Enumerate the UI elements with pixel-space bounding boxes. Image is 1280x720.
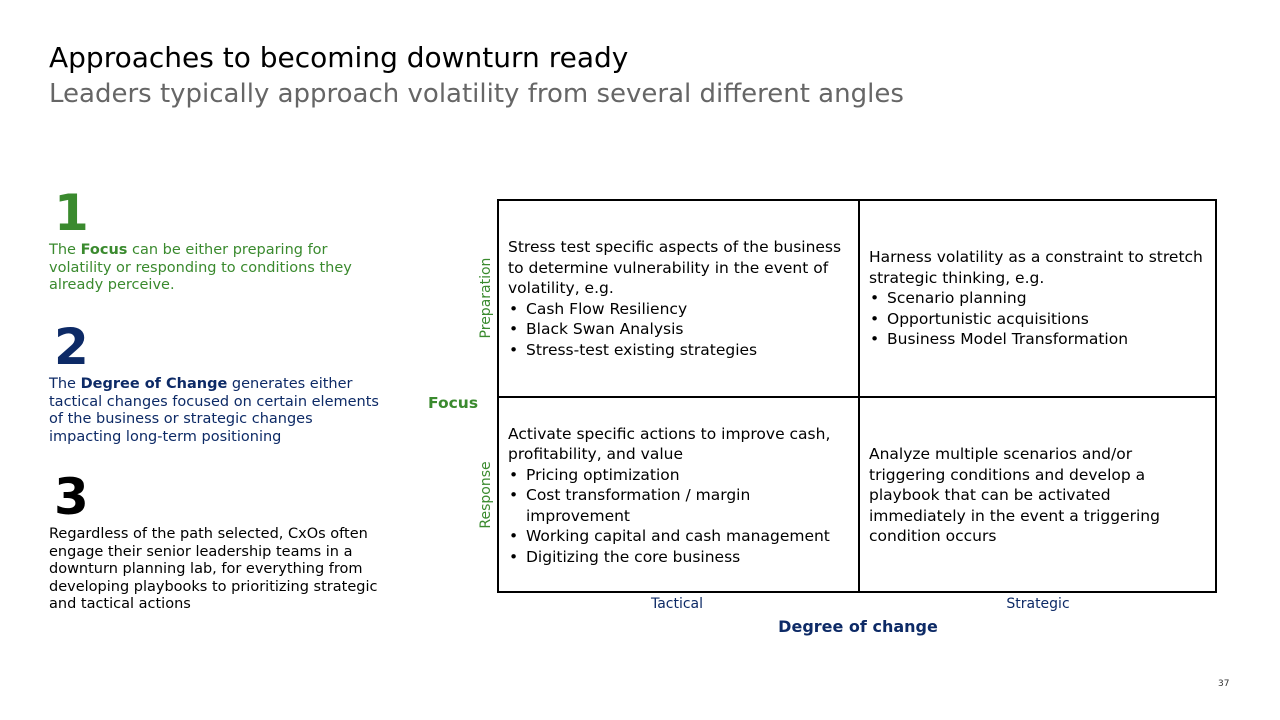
page-title: Approaches to becoming downturn ready: [49, 41, 629, 74]
point-description: Regardless of the path selected, CxOs often engage their senior leadership teams in a downturn planning lab, for everything from developing playbooks to prioritizing strategic and tactical actions: [49, 526, 378, 612]
bullet-item: • Scenario planning: [869, 288, 1208, 309]
cell-response-tactical: [499, 398, 858, 593]
point-focus: [49, 184, 389, 295]
bullet-item: • Opportunistic acquisitions: [869, 309, 1208, 330]
cell-bullet-list: [508, 299, 849, 361]
page-subtitle: Leaders typically approach volatility from several different angles: [49, 79, 904, 109]
bullet-item: • Pricing optimization: [508, 465, 849, 486]
cell-bullet-list: [508, 465, 849, 568]
cell-preparation-strategic: [860, 201, 1217, 396]
cell-preparation-tactical: [499, 201, 858, 396]
col-label-strategic: Strategic: [1006, 596, 1070, 612]
bullet-item: • Digitizing the core business: [508, 547, 849, 568]
bullet-item: • Black Swan Analysis: [508, 319, 849, 340]
y-axis-label: Focus: [428, 394, 479, 412]
bullet-item: • Working capital and cash management: [508, 526, 849, 547]
focus-change-matrix: [497, 199, 1217, 593]
col-label-tactical: Tactical: [650, 596, 704, 612]
point-planning-lab: [49, 468, 389, 614]
point-degree-of-change: [49, 318, 389, 446]
x-axis-label: Degree of change: [778, 617, 938, 636]
cell-bullet-list: [869, 288, 1208, 350]
point-keyword: Focus: [80, 242, 128, 258]
point-number: 2: [54, 318, 89, 376]
point-number: 1: [54, 184, 89, 242]
cell-intro: Activate specific actions to improve cash, profitability, and value: [508, 424, 831, 464]
cell-intro: Harness volatility as a constraint to stretch strategic thinking, e.g.: [869, 248, 1203, 287]
page-number: 37: [1218, 679, 1230, 689]
cell-response-strategic: [860, 398, 1217, 593]
point-description: The Degree of Change generates either tactical changes focused on certain elements of the business or strategic changes impacting long-term positioning: [49, 376, 379, 445]
bullet-item: • Cost transformation / margin improvement: [508, 485, 849, 526]
cell-intro: Stress test specific aspects of the business to determine vulnerability in the event of volatility, e.g.: [508, 238, 842, 297]
row-label-preparation: Preparation: [478, 257, 494, 339]
bullet-item: • Cash Flow Resiliency: [508, 299, 849, 320]
bullet-item: • Stress-test existing strategies: [508, 340, 849, 361]
point-description: The Focus can be either preparing for volatility or responding to conditions they already perceive.: [49, 242, 352, 293]
cell-text: Analyze multiple scenarios and/or triggering conditions and develop a playbook that can be activated immediately in the event a triggering condition occurs: [869, 445, 1160, 546]
bullet-item: • Business Model Transformation: [869, 329, 1208, 350]
point-keyword: Degree of Change: [80, 376, 228, 392]
row-label-response: Response: [478, 461, 494, 529]
point-number: 3: [54, 468, 89, 526]
